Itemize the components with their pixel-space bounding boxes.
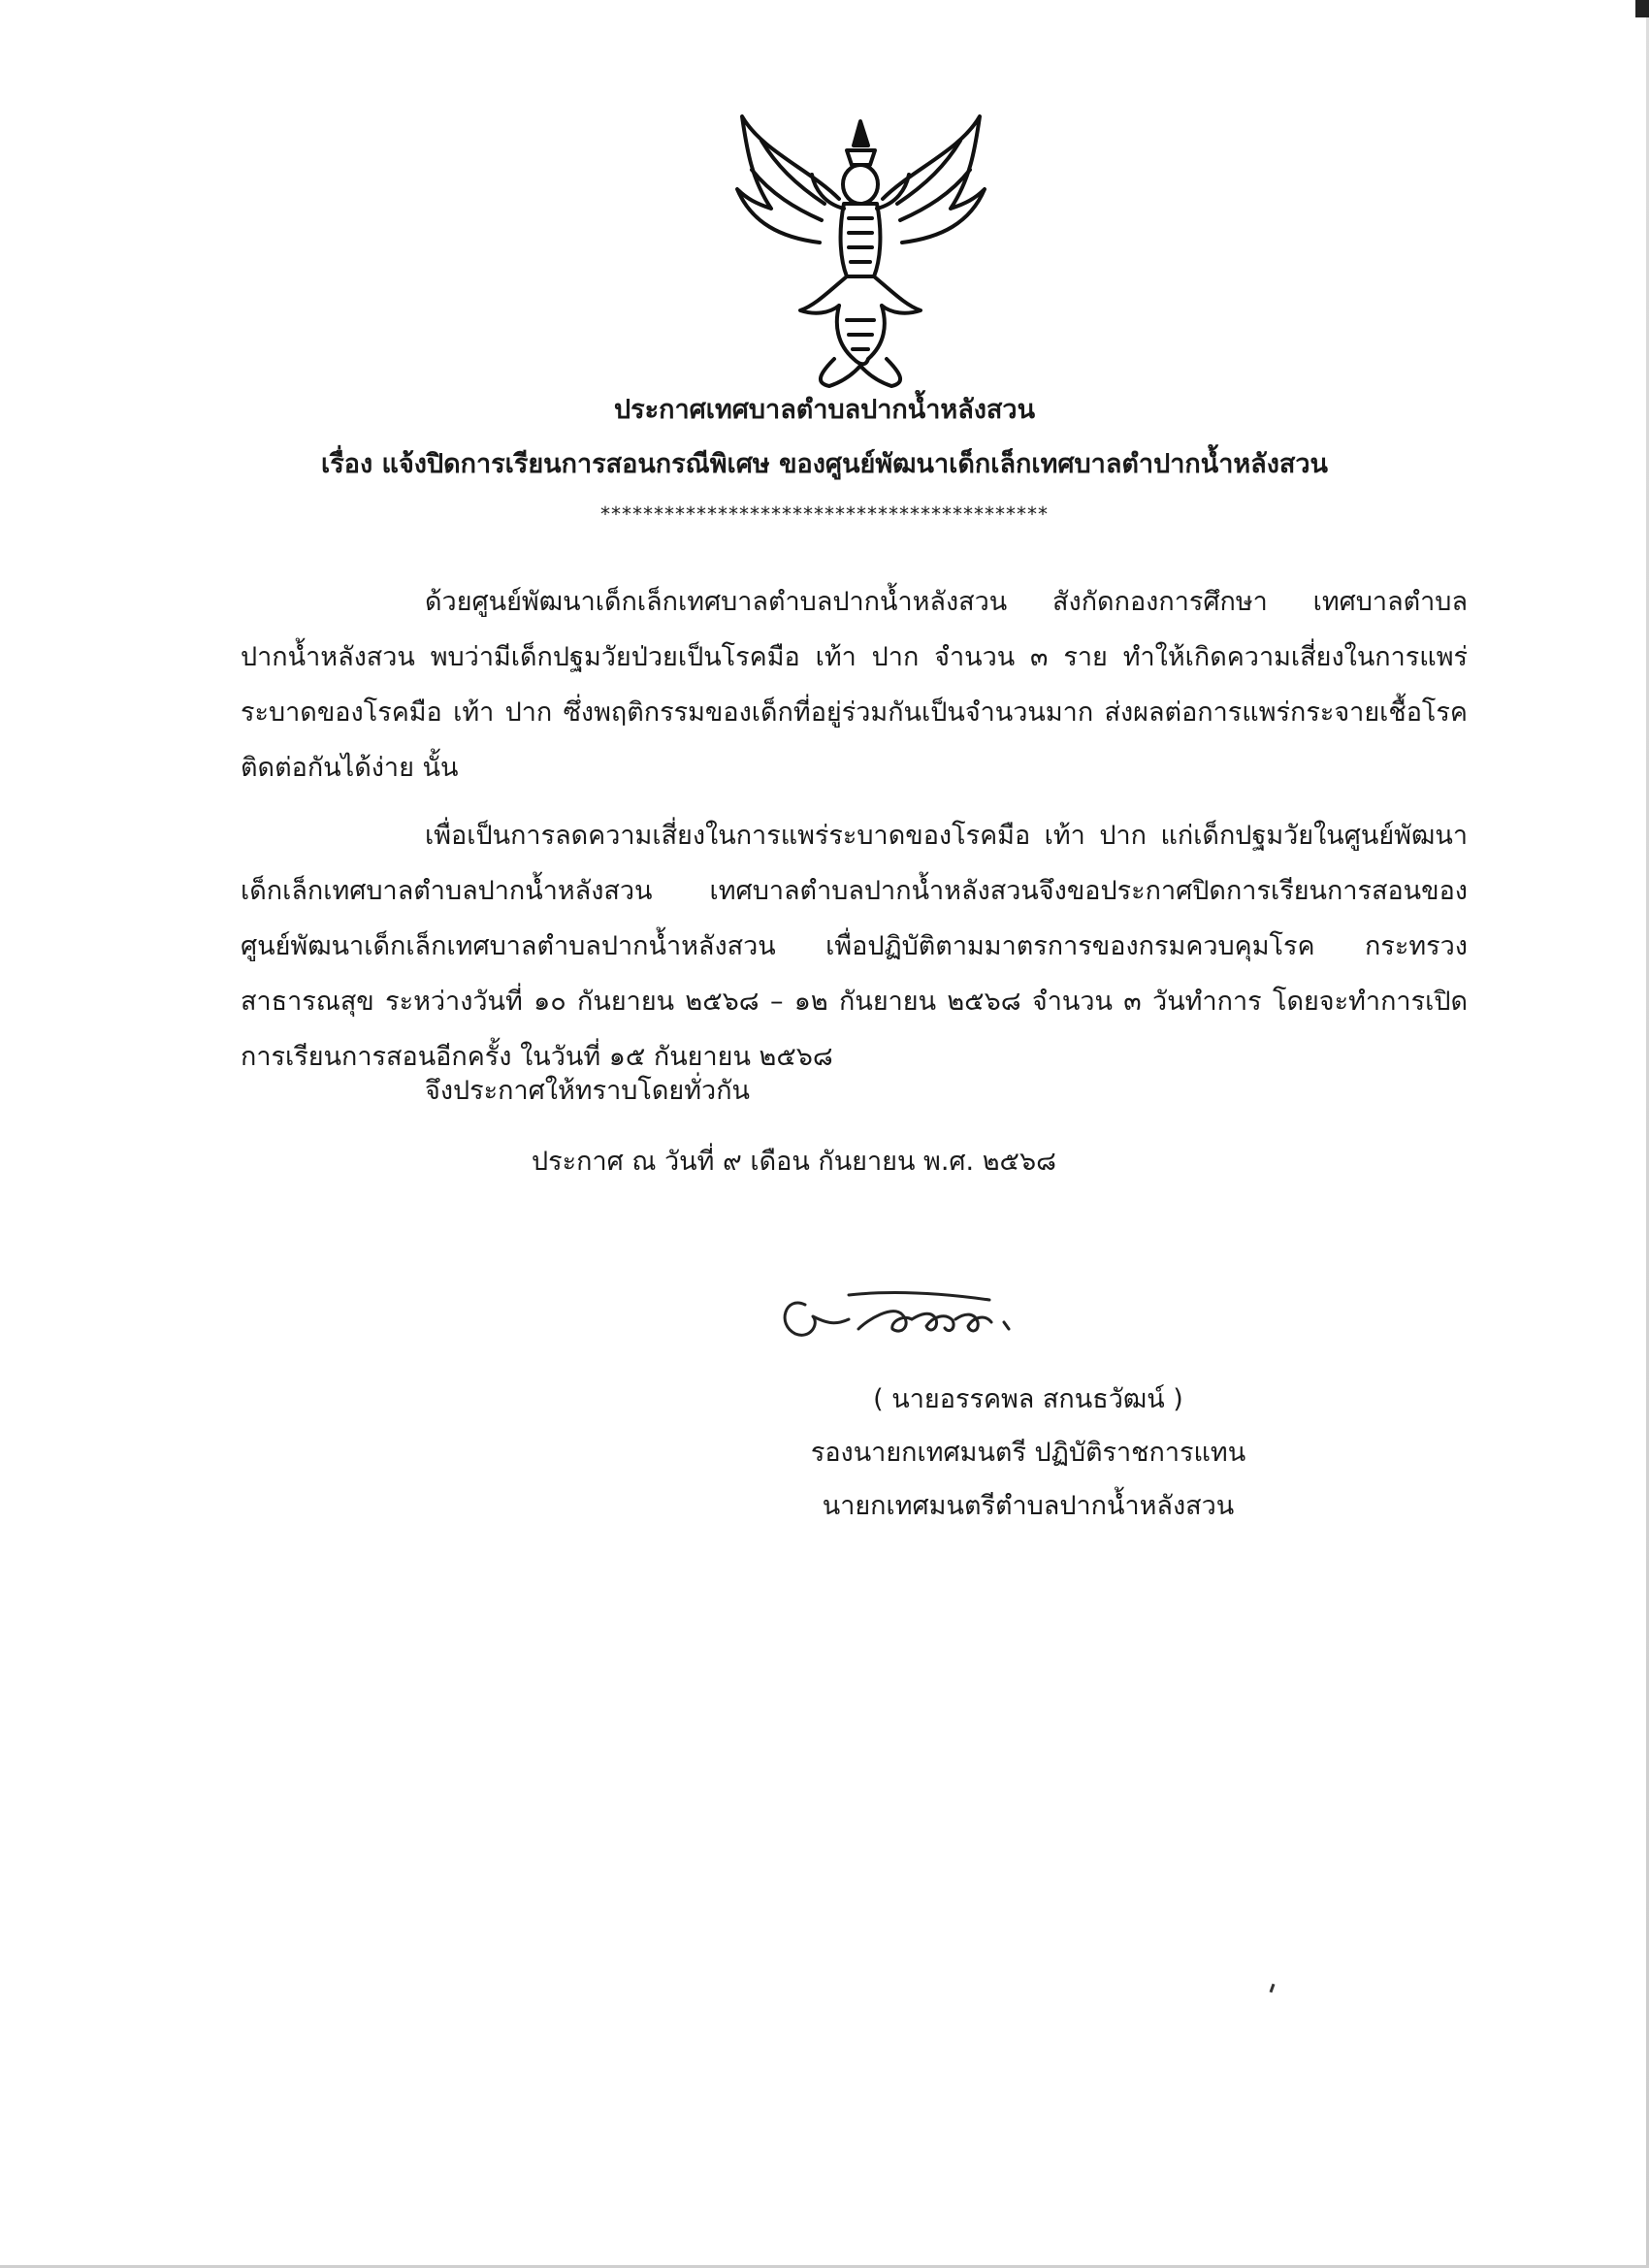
closing-statement: จึงประกาศให้ทราบโดยทั่วกัน (425, 1076, 750, 1106)
scan-speck (1270, 1984, 1276, 1993)
garuda-emblem-icon (723, 112, 999, 388)
body-paragraph-1: ด้วยศูนย์พัฒนาเด็กเล็กเทศบาลตำบลปากน้ำหลังสวน สังกัดกองการศึกษา เทศบาลตำบลปากน้ำหลังสวน พบว่ามีเด็กปฐมวัยป่วยเป็นโรคมือ เท้า ปาก จำนวน ๓ ราย ทำให้เกิดความเสี่ยงในการแพร่ระบาดของโรคมือ เท้า ปาก ซึ่งพฤติกรรมของเด็กที่อยู่ร่วมกันเป็นจำนวนมาก ส่งผลต่อการแพร่กระจายเชื้อโรคติดต่อกันได้ง่าย นั้น (241, 587, 1468, 783)
handwritten-signature (766, 1276, 1057, 1353)
document-title: ประกาศเทศบาลตำบลปากน้ำหลังสวน (613, 395, 1036, 425)
scan-corner-mark (1635, 0, 1649, 17)
document-subject: เรื่อง แจ้งปิดการเรียนการสอนกรณีพิเศษ ของศูนย์พัฒนาเด็กเล็กเทศบาลตำปากน้ำหลังสวน (321, 449, 1328, 479)
signatory-position-2: นายกเทศมนตรีตำบลปากน้ำหลังสวน (822, 1491, 1235, 1521)
signatory-name: ( นายอรรคพล สกนธวัฒน์ ) (873, 1384, 1183, 1414)
signatory-position-1: รองนายกเทศมนตรี ปฏิบัติราชการแทน (810, 1438, 1246, 1468)
separator-line: ****************************************** (600, 502, 1049, 526)
announcement-date: ประกาศ ณ วันที่ ๙ เดือน กันยายน พ.ศ. ๒๕๖๘ (532, 1147, 1056, 1177)
body-paragraph-2: เพื่อเป็นการลดความเสี่ยงในการแพร่ระบาดของโรคมือ เท้า ปาก แก่เด็กปฐมวัยในศูนย์พัฒนาเด็กเล็กเทศบาลตำบลปากน้ำหลังสวน เทศบาลตำบลปากน้ำหลังสวนจึงขอประกาศปิดการเรียนการสอนของศูนย์พัฒนาเด็กเล็กเทศบาลตำบลปากน้ำหลังสวน เพื่อปฏิบัติตามมาตรการของกรมควบคุมโรค กระทรวงสาธารณสุข ระหว่างวันที่ ๑๐ กันยายน ๒๕๖๘ – ๑๒ กันยายน ๒๕๖๘ จำนวน ๓ วันทำการ โดยจะทำการเปิดการเรียนการสอนอีกครั้ง ในวันที่ ๑๕ กันยายน ๒๕๖๘ (241, 821, 1468, 1072)
